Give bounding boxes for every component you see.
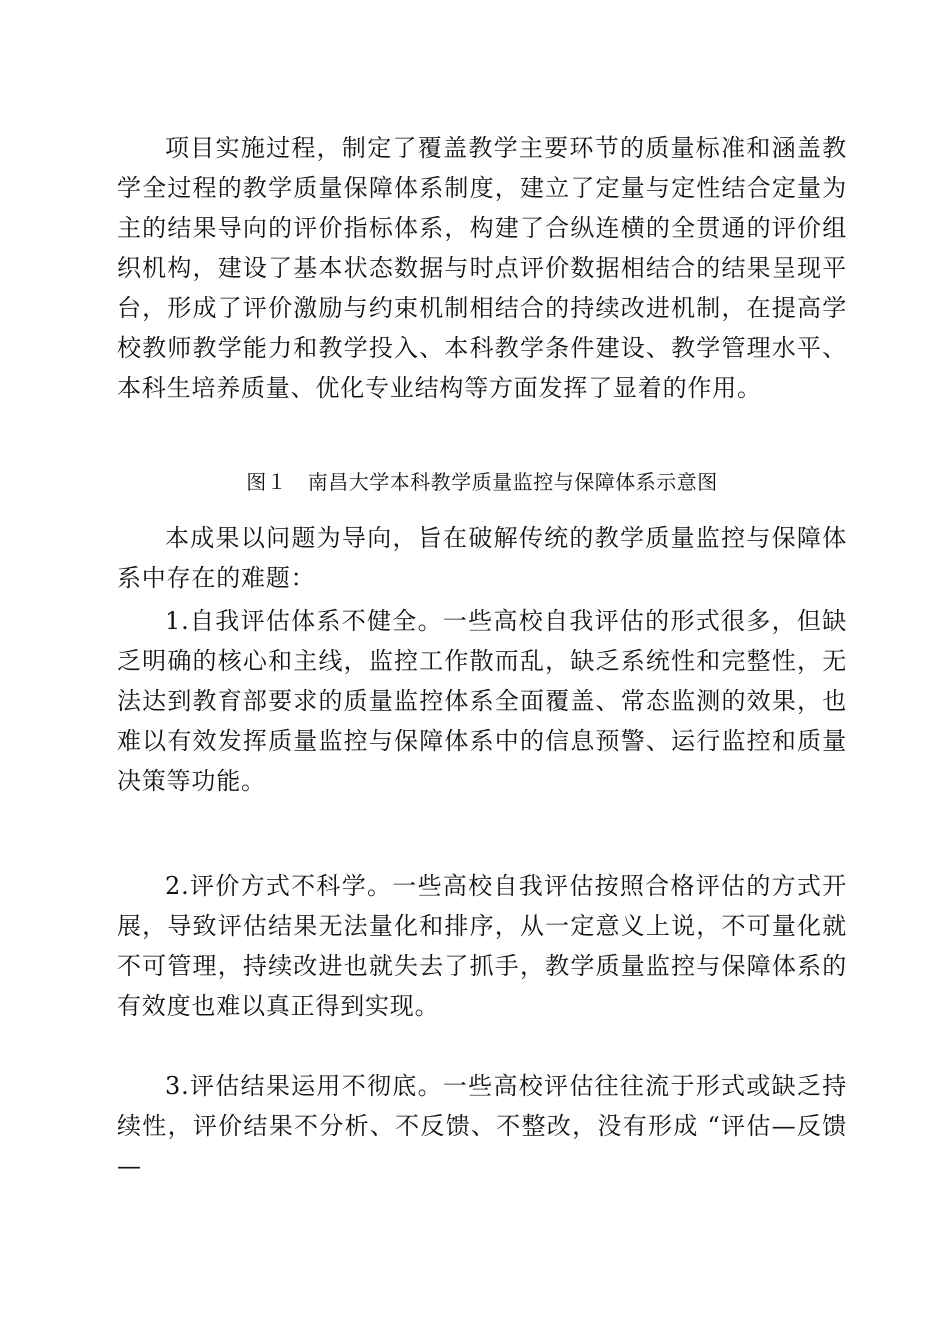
paragraph-problem-1: 1.自我评估体系不健全。一些高校自我评估的形式很多，但缺乏明确的核心和主线，监控工作散而乱，缺乏系统性和完整性，无法达到教育部要求的质量监控体系全面覆盖、常态监测的效果，也难以有效发挥质量监控与保障体系中的信息预警、运行监控和质量决策等功能。: [117, 607, 847, 795]
paragraph-problem-2: 2.评价方式不科学。一些高校自我评估按照合格评估的方式开展，导致评估结果无法量化和排序，从一定意义上说，不可量化就不可管理，持续改进也就失去了抓手，教学质量监控与保障体系的有效度也难以真正得到实现。: [117, 872, 847, 1020]
paragraph-problem-intro: 本成果以问题为导向，旨在破解传统的教学质量监控与保障体系中存在的难题：: [117, 524, 847, 592]
paragraph-problem-3: 3.评估结果运用不彻底。一些高校评估往往流于形式或缺乏持续性，评价结果不分析、不反馈、不整改，没有形成 “评估—反馈—: [117, 1072, 847, 1180]
paragraph-implementation: 项目实施过程，制定了覆盖教学主要环节的质量标准和涵盖教学全过程的教学质量保障体系制度，建立了定量与定性结合定量为主的结果导向的评价指标体系，构建了合纵连横的全贯通的评价组织机构，建设了基本状态数据与时点评价数据相结合的结果呈现平台，形成了评价激励与约束机制相结合的持续改进机制，在提高学校教师教学能力和教学投入、本科教学条件建设、教学管理水平、本科生培养质量、优化专业结构等方面发挥了显着的作用。: [117, 134, 847, 402]
figure-caption: 图１ 南昌大学本科教学质量监控与保障体系示意图: [246, 470, 718, 494]
